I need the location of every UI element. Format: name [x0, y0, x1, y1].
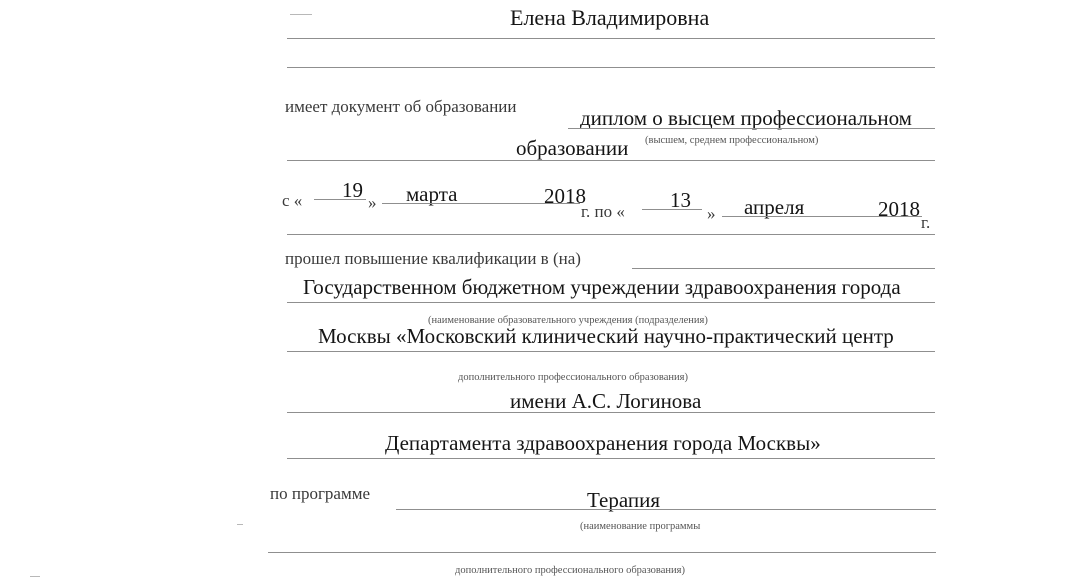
period-from-prefix: с « — [282, 191, 303, 210]
institution-label-underline — [632, 268, 935, 269]
period-to-year: 2018 — [878, 197, 920, 221]
from-day-underline — [314, 199, 366, 200]
period-to-prefix: г. по « — [581, 202, 625, 221]
program-value: Терапия — [587, 488, 661, 512]
institution-label: прошел повышение квалификации в (на) — [285, 249, 581, 268]
period-second-underline — [287, 234, 935, 235]
name-second-underline — [287, 67, 935, 68]
period-to-day: 13 — [670, 188, 691, 212]
institution-line2: Москвы «Московский клинический научно-практический центр — [318, 324, 894, 348]
institution-line2-underline — [287, 351, 935, 352]
period-quote-close-2: » — [707, 204, 716, 223]
program-hint1: (наименование программы — [580, 521, 701, 532]
to-day-underline — [642, 209, 702, 210]
program-second-underline — [268, 552, 936, 553]
program-hint2: дополнительного профессионального образования) — [455, 565, 685, 576]
scan-mark — [290, 14, 312, 15]
institution-line3: имени А.С. Логинова — [510, 389, 702, 413]
institution-line3-underline — [287, 412, 935, 413]
period-year-suffix: г. — [921, 213, 931, 232]
institution-hint1: (наименование образовательного учреждения (подразделения) — [428, 315, 708, 326]
period-from-year: 2018 — [544, 184, 586, 208]
institution-line4: Департамента здравоохранения города Москвы» — [385, 431, 821, 455]
education-underline — [568, 128, 935, 129]
education-label: имеет документ об образовании — [285, 97, 517, 116]
institution-line1: Государственном бюджетном учреждении здравоохранения города — [303, 275, 901, 299]
period-from-month: марта — [406, 182, 458, 206]
scan-mark — [237, 524, 243, 525]
education-value-line2: образовании — [516, 136, 629, 160]
institution-line4-underline — [287, 458, 935, 459]
education-hint: (высшем, среднем профессиональном) — [645, 135, 819, 146]
name-underline — [287, 38, 935, 39]
period-from-day: 19 — [342, 178, 363, 202]
program-underline — [396, 509, 936, 510]
period-to-month: апреля — [744, 195, 805, 219]
education-value-line1: диплом о высцем профессиональном — [580, 106, 912, 130]
scan-mark — [30, 576, 40, 577]
education-second-underline — [287, 160, 935, 161]
institution-hint2: дополнительного профессионального образования) — [458, 372, 688, 383]
program-label: по программе — [270, 484, 371, 503]
institution-line1-underline — [287, 302, 935, 303]
person-name: Елена Владимировна — [510, 5, 710, 30]
period-quote-close: » — [368, 193, 377, 212]
